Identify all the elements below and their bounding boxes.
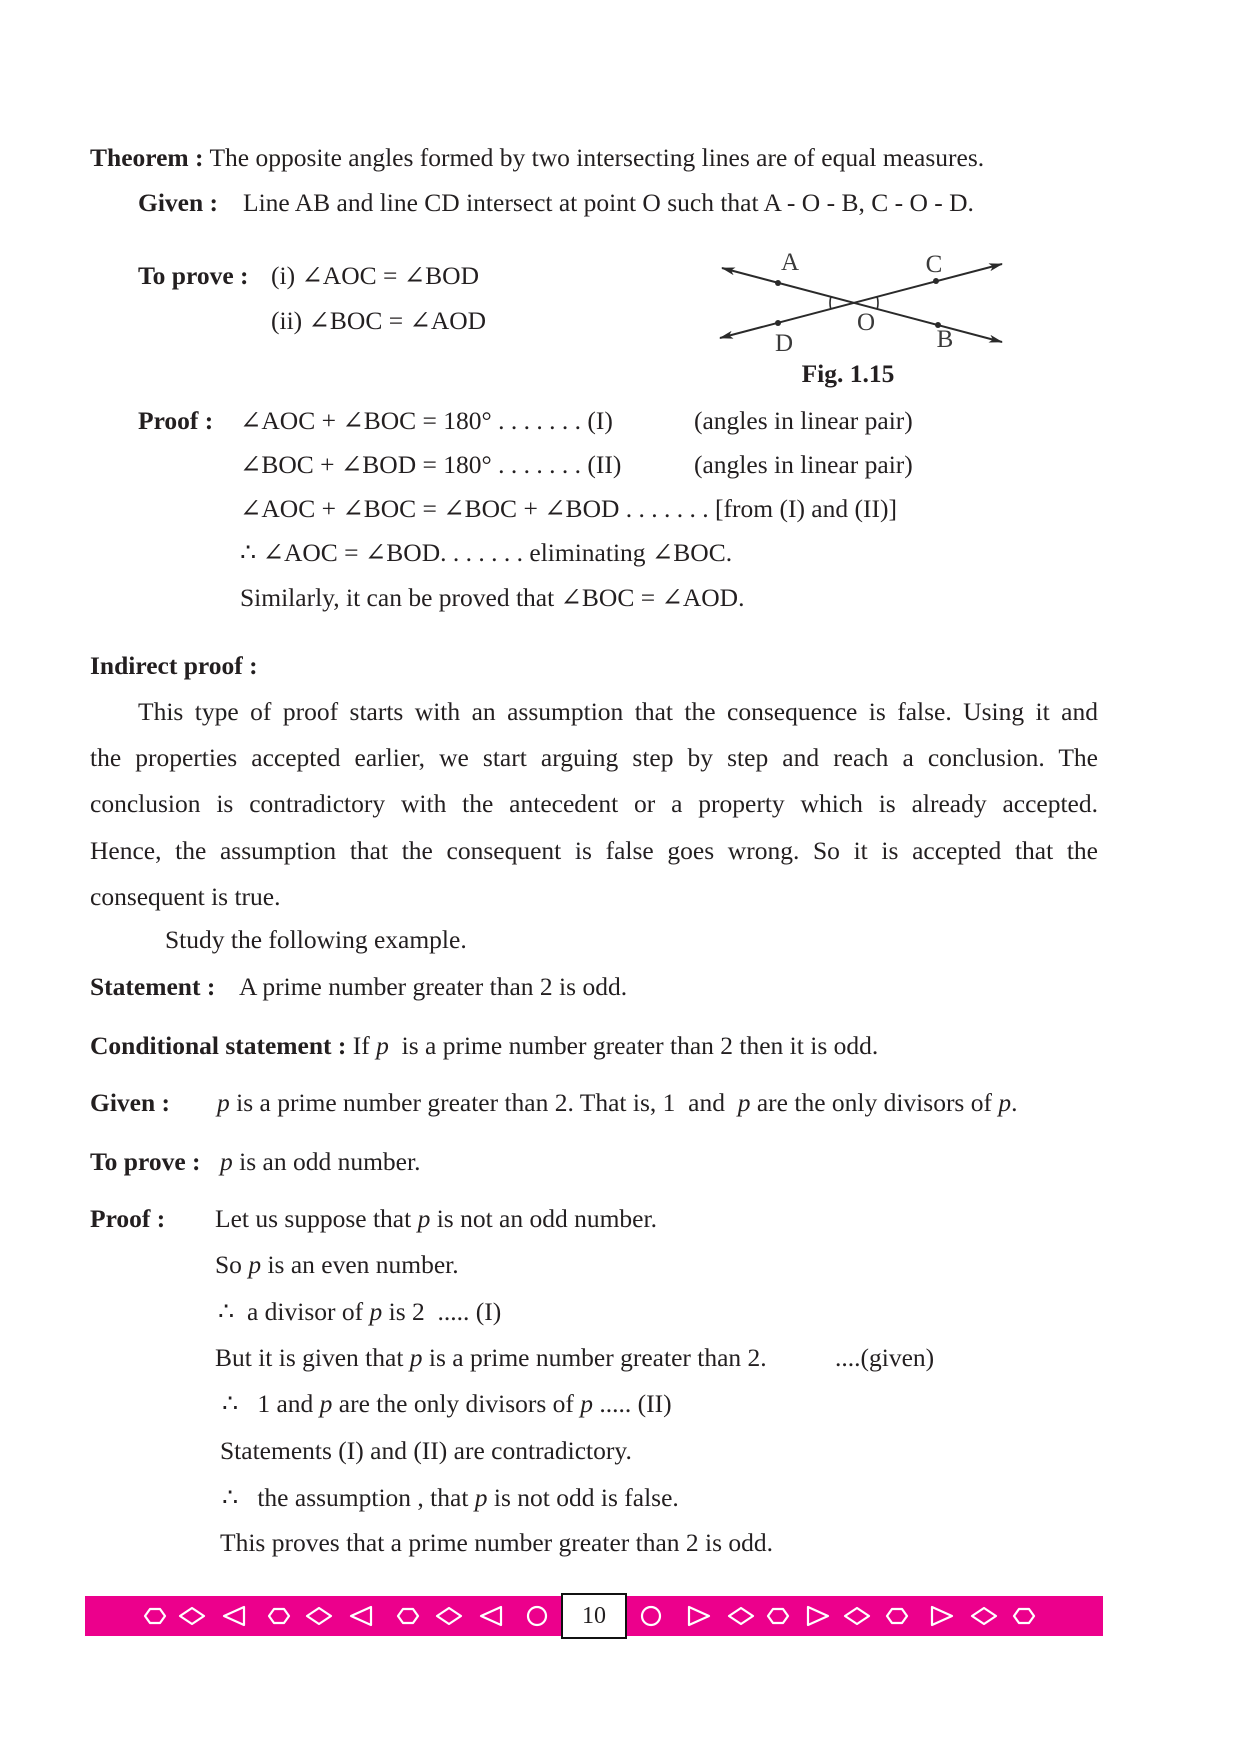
hexagon-icon [145, 1609, 165, 1623]
proof-step [222, 1483, 679, 1513]
proof-step: ∠BOC + ∠BOD = 180° . . . . . . . (II) [240, 450, 622, 479]
angle-arc-aod [830, 297, 831, 309]
text-segment: are the only divisors of [750, 1088, 999, 1117]
text-segment: is not odd is false. [487, 1483, 679, 1512]
diamond-icon [180, 1608, 204, 1624]
text-segment: ∴ 1 and [222, 1389, 320, 1418]
proof-step: ∠AOC + ∠BOC = 180° . . . . . . . (I) [240, 406, 613, 435]
variable-p: p [417, 1204, 431, 1233]
theorem-text: The opposite angles formed by two intersecting lines are of equal measures. [209, 143, 985, 172]
variable-p: p [217, 1088, 230, 1117]
triangle-left-icon [224, 1607, 244, 1625]
statement-text: A prime number greater than 2 is odd. [239, 972, 628, 1001]
to-prove-label: To prove : [90, 1147, 201, 1176]
theorem-line [90, 143, 984, 173]
proof-step [222, 1389, 672, 1419]
variable-p: p [737, 1088, 751, 1117]
text-segment: This proves that a prime number greater than 2 is odd. [220, 1528, 774, 1557]
diamond-icon [845, 1608, 869, 1624]
angle-arc-boc [877, 297, 878, 309]
proof-step: Similarly, it can be proved that ∠BOC = ∠AOD. [240, 583, 745, 612]
proof-reason: (angles in linear pair) [694, 406, 913, 435]
label-b: B [936, 326, 954, 353]
text-segment: is an even number. [261, 1250, 459, 1279]
triangle-right-icon [689, 1607, 709, 1625]
proof-step [215, 1343, 767, 1373]
given-text: Line AB and line CD intersect at point O such that A - O - B, C - O - D. [243, 188, 974, 217]
hexagon-icon [768, 1609, 788, 1623]
paragraph-line-text: This type of proof starts with an assumption that the consequence is false. Using it and [138, 697, 1098, 726]
variable-p: p [409, 1343, 423, 1372]
to-prove-item: (i) ∠AOC = ∠BOD [271, 261, 479, 290]
label-a: A [780, 249, 800, 276]
given-text [217, 1088, 1017, 1118]
variable-p: p [220, 1147, 233, 1176]
text-segment: is a prime number greater than 2 then it is odd. [388, 1031, 879, 1060]
circle-icon [528, 1607, 546, 1625]
label-o: O [856, 309, 876, 336]
text-segment: . [1011, 1088, 1018, 1117]
text-segment: ..... (II) [593, 1389, 672, 1418]
paragraph-line-text: the properties accepted earlier, we start arguing step by step and reach a conclusion. The [90, 743, 1098, 772]
variable-p: p [474, 1483, 488, 1512]
hexagon-icon [887, 1609, 907, 1623]
variable-p: p [580, 1389, 594, 1418]
variable-p: p [319, 1389, 333, 1418]
variable-p: p [369, 1297, 383, 1326]
proof-step [215, 1204, 657, 1234]
paragraph-line [90, 743, 1098, 773]
text-segment: is a prime number greater than 2. That is, 1 and [229, 1088, 738, 1117]
point-a [775, 280, 781, 286]
paragraph-line [90, 836, 1098, 866]
text-segment: But it is given that [215, 1343, 410, 1372]
triangle-right-icon [932, 1607, 952, 1625]
text-segment: is a prime number greater than 2. [422, 1343, 767, 1372]
section-heading: Indirect proof : [90, 651, 258, 680]
text-segment: ∴ a divisor of [218, 1297, 370, 1326]
hexagon-icon [398, 1609, 418, 1623]
conditional-statement-label: Conditional statement : [90, 1031, 347, 1060]
text-segment: If [352, 1031, 377, 1060]
point-c [933, 278, 939, 284]
diamond-icon [729, 1608, 753, 1624]
paragraph-line-text: conclusion is contradictory with the antecedent or a property which is already accepted. [90, 789, 1098, 818]
text-segment: Let us suppose that [215, 1204, 418, 1233]
proof-step [215, 1250, 459, 1280]
paragraph-line: consequent is true. [90, 882, 281, 911]
proof-step [220, 1436, 632, 1466]
diamond-icon [307, 1608, 331, 1624]
study-note: Study the following example. [165, 925, 467, 954]
proof-step [220, 1528, 773, 1558]
paragraph-line [90, 789, 1098, 819]
hexagon-icon [269, 1609, 289, 1623]
text-segment: So [215, 1250, 249, 1279]
variable-p: p [248, 1250, 262, 1279]
triangle-right-icon [808, 1607, 828, 1625]
proof-step: ∴ ∠AOC = ∠BOD. . . . . . . eliminating ∠BOC. [240, 538, 733, 567]
given-label: Given : [90, 1088, 171, 1117]
proof-label: Proof : [90, 1204, 166, 1233]
text-segment: are the only divisors of [332, 1389, 581, 1418]
variable-p: p [376, 1031, 389, 1060]
proof-reason: ....(given) [835, 1343, 935, 1372]
page-number: 10 [561, 1593, 627, 1639]
given-label: Given : [138, 188, 219, 217]
diamond-icon [972, 1608, 996, 1624]
text-segment: is not an odd number. [430, 1204, 657, 1233]
diamond-icon [437, 1608, 461, 1624]
text-segment: ∴ the assumption , that [222, 1483, 475, 1512]
text-segment: is 2 ..... (I) [382, 1297, 502, 1326]
statement-label: Statement : [90, 972, 216, 1001]
paragraph-line [138, 697, 1098, 727]
circle-icon [642, 1607, 660, 1625]
proof-label: Proof : [138, 406, 214, 435]
conditional-statement-text [353, 1031, 878, 1060]
triangle-left-icon [481, 1607, 501, 1625]
variable-p: p [998, 1088, 1012, 1117]
to-prove-text [220, 1147, 420, 1177]
proof-step: ∠AOC + ∠BOC = ∠BOC + ∠BOD . . . . . . . [from (I) and (II)] [240, 494, 897, 523]
to-prove-item: (ii) ∠BOC = ∠AOD [271, 306, 487, 335]
proof-reason: (angles in linear pair) [694, 450, 913, 479]
text-segment: Statements (I) and (II) are contradictory. [220, 1436, 632, 1465]
point-d [775, 320, 781, 326]
theorem-label: Theorem : [90, 143, 204, 172]
conditional-statement-line [90, 1031, 878, 1061]
label-c: C [925, 251, 943, 278]
label-d: D [774, 330, 794, 357]
paragraph-line-text: Hence, the assumption that the consequent is false goes wrong. So it is accepted that the [90, 836, 1098, 865]
text-segment: is an odd number. [232, 1147, 421, 1176]
proof-step [218, 1297, 501, 1327]
intersecting-lines-figure [700, 240, 1020, 360]
to-prove-label: To prove : [138, 261, 249, 290]
triangle-left-icon [351, 1607, 371, 1625]
hexagon-icon [1014, 1609, 1034, 1623]
figure-caption: Fig. 1.15 [801, 359, 895, 388]
